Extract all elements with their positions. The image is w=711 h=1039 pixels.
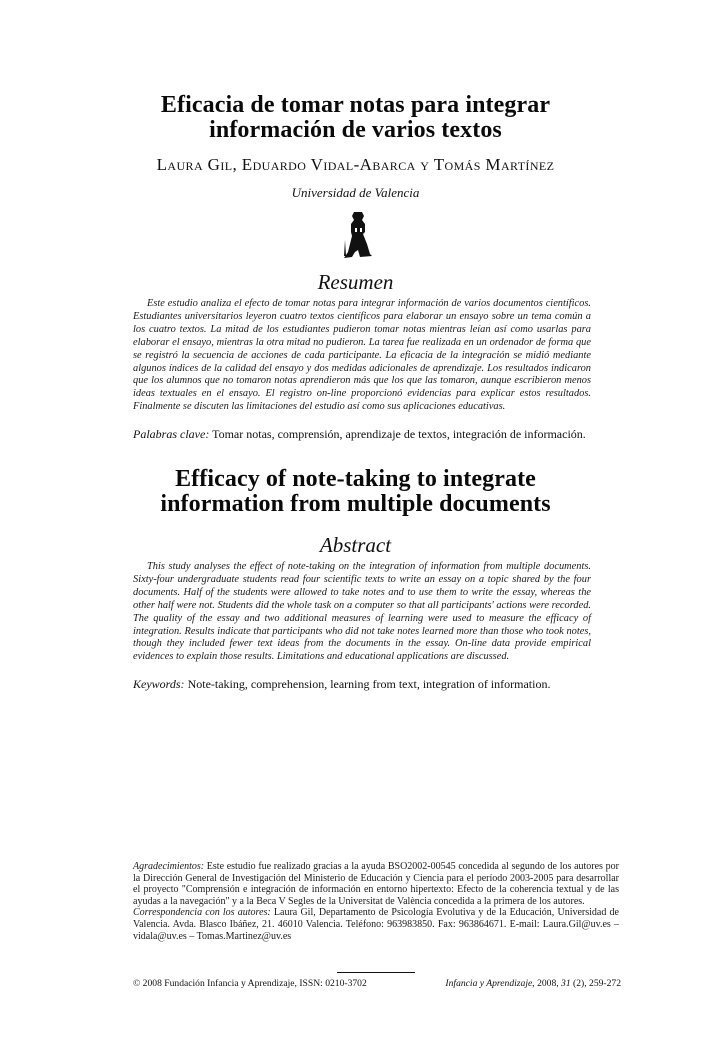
abstract-text <box>133 561 591 664</box>
english-title <box>0 467 711 517</box>
keywords <box>133 677 603 691</box>
citation-volume: 31 <box>561 978 571 989</box>
english-title-line1: Efficacy of note-taking to integrate <box>175 466 536 492</box>
resumen-paragraph: Este estudio analiza el efecto de tomar notas para integrar información de varios documentos científicos. Estudiantes universitarios leyeron cuatro textos científicos para elaborar un ensayo sobre un tema común a los cuatro textos. La mitad de los estudiantes pudieron tomar notas mientras leían así como usarlas para elaborar el ensayo, mientras la otra mitad no pudieron. La tarea fue realizada en un ordenador de forma que se registró la secuencia de acciones de cada participante. La eficacia de la integración se midió mediante algunos índices de la calidad del ensayo y dos medidas adicionales de aprendizaje. Los resultados indicaron que los alumnos que no tomaron notas aprendieron más que los que las tomaron, aunque escribieron menos ideas textuales en el ensayo. El registro on-line proporcionó evidencias para explicar estos resultados. Finalmente se discuten las limitaciones del estudio así como sus aplicaciones educativas. <box>133 298 591 413</box>
abstract-paragraph: This study analyses the effect of note-taking on the integration of information from multiple documents. Sixty-four undergraduate students read four scientific texts to write an essay on a topic shared by the four documents. Half of the students were allowed to take notes and to use them to write the essay, whereas the other half were not. Students did the whole task on a computer so that all participants' actions were recorded. The quality of the essay and two additional measures of learning were used to measure the efficacy of integration. Results indicate that participants who did not take notes learned more than those who took notes, though they included fewer text ideas from the documents in the essay. On-line data provide empirical evidences to explain those results. Limitations and educational applications are discussed. <box>133 561 591 663</box>
keywords-label: Keywords: <box>133 677 185 691</box>
journal-name: Infancia y Aprendizaje <box>445 978 533 989</box>
resumen-text <box>133 298 591 414</box>
resumen-heading: Resumen <box>317 270 394 294</box>
correspondence-text: Laura Gil, Departamento de Psicología Evolutiva y de la Educación, Universidad de Valencia. Avda. Blasco Ibáñez, 21. 46010 Valencia. Teléfono: 963983850. Fax: 963864671. E-mail: Laura.Gil@uv.es – vidala@uv.es – Tomas.Martinez@uv.es <box>133 907 619 942</box>
palabras-clave <box>133 427 603 441</box>
palabras-clave-label: Palabras clave: <box>133 427 210 441</box>
acknowledgements <box>133 861 619 907</box>
affiliation: Universidad de Valencia <box>291 185 420 200</box>
correspondence-label: Correspondencia con los autores: <box>133 907 271 919</box>
abstract-heading: Abstract <box>319 533 392 557</box>
correspondence <box>133 907 619 942</box>
publisher-emblem-icon <box>340 210 376 262</box>
spanish-title-line1: Eficacia de tomar notas para integrar <box>160 92 551 118</box>
keywords-text: Note-taking, comprehension, learning from text, integration of information. <box>184 677 551 691</box>
acknowledgements-label: Agradecimientos: <box>133 861 205 872</box>
footer-citation <box>445 978 621 989</box>
citation-pages: (2), 259-272 <box>570 978 621 989</box>
english-title-line2: information from multiple documents <box>160 491 551 517</box>
spanish-title <box>0 93 711 143</box>
palabras-clave-text: Tomar notas, comprensión, aprendizaje de textos, integración de información. <box>209 427 586 441</box>
spanish-title-line2: información de varios textos <box>209 117 502 143</box>
footer-separator <box>337 972 415 973</box>
footnotes <box>133 861 619 942</box>
authors: Laura Gil, Eduardo Vidal-Abarca y Tomás Martínez <box>156 155 555 174</box>
acknowledgements-text: Este estudio fue realizado gracias a la ayuda BSO2002-00545 concedida al segundo de los autores por la Dirección General de Investigación del Ministerio de Educación y Ciencia para el período 2003-2005 para desarrollar el proyecto "Comprensión e integración de información en entorno hipertexto: Efecto de la coherencia textual y de las ayudas a la navegación" y a la Beca V Segles de la Universitat de València concedida a la primera de los autores. <box>133 861 619 907</box>
citation-year: , 2008, <box>532 978 562 989</box>
footer-copyright: © 2008 Fundación Infancia y Aprendizaje, ISSN: 0210-3702 <box>133 978 367 989</box>
